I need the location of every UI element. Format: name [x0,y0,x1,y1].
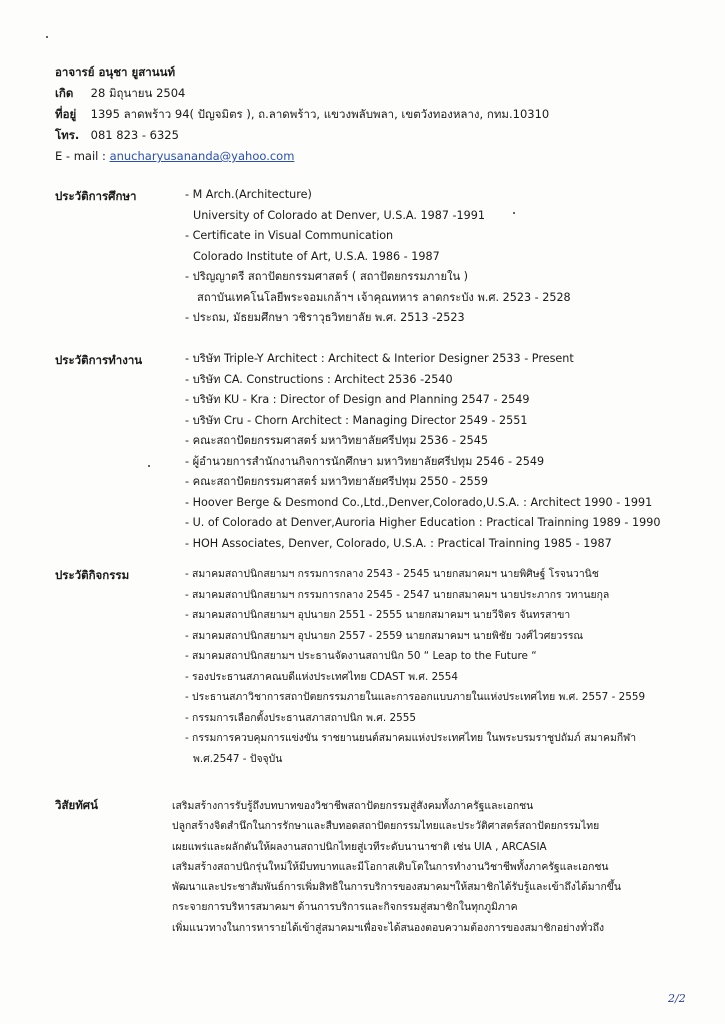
education-title: ประวัติการศึกษา [55,189,137,203]
list-item: - สมาคมสถาปนิกสยามฯ ประธานจัดงานสถาปนิก 50 “ Leap to the Future “ [185,650,537,662]
list-item: - คณะสถาปัตยกรรมศาสตร์ มหาวิทยาลัยศรีปทุม 2550 - 2559 [185,475,489,488]
born-row [55,85,185,101]
list-item: - คณะสถาปัตยกรรมศาสตร์ มหาวิทยาลัยศรีปทุม 2536 - 2545 [185,434,489,447]
list-item: - สมาคมสถาปนิกสยามฯ กรรมการกลาง 2545 - 2547 นายกสมาคมฯ นายประภากร วทานยกุล [185,588,610,601]
list-item: - HOH Associates, Denver, Colorado, U.S.A. : Practical Trainning 1985 - 1987 [185,536,612,550]
born-value: 28 มิถุนายน 2504 [90,86,186,100]
vision-title: วิสัยทัศน์ [55,798,98,812]
activities-title: ประวัติกิจกรรม [55,568,130,582]
vision-line: เสริมสร้างสถาปนิกรุ่นใหม่ให้มีบทบาทและมีโอกาสเติบโตในการทำงานวิชาชีพทั้งภาครัฐและเอกชน [172,860,609,873]
vision-line: เผยแพร่และผลักดันให้ผลงานสถาปนิกไทยสู่เวทีระดับนานาชาติ เช่น UIA , ARCASIA [172,840,547,853]
activities-list [185,564,645,769]
address-label: ที่อยู่ [55,107,77,121]
address-row [55,106,549,122]
phone-label: โทร. [55,128,80,142]
list-item: - ปริญญาตรี สถาปัตยกรรมศาสตร์ ( สถาปัตยกรรมภายใน ) [185,270,469,283]
list-item: - M Arch.(Architecture) [185,188,312,201]
vision-line: พัฒนาและประชาสัมพันธ์การเพิ่มสิทธิในการบริการของสมาคมฯให้สมาชิกได้รับรู้และเข้าถึงได้มากขึ้น [172,881,621,894]
list-item: - บริษัท Cru - Chorn Architect : Managing Director 2549 - 2551 [185,413,528,427]
list-item: Colorado Institute of Art, U.S.A. 1986 - 1987 [193,249,440,263]
list-item: - บริษัท Triple-Y Architect : Architect & Interior Designer 2533 - Present [185,352,574,365]
email-link[interactable]: anucharyusananda@yahoo.com [109,149,295,163]
list-item: - บริษัท KU - Kra : Director of Design and Planning 2547 - 2549 [185,393,530,406]
list-item: - Certificate in Visual Communication [185,229,394,242]
person-name: อาจารย์ อนุชา ยูสานนท์ [55,65,176,79]
list-item: - Hoover Berge & Desmond Co.,Ltd.,Denver,Colorado,U.S.A. : Architect 1990 - 1991 [185,495,653,509]
list-item: - U. of Colorado at Denver,Auroria Higher Education : Practical Trainning 1989 - 1990 [185,516,661,529]
vision-list [172,796,621,938]
work-list [185,349,660,554]
vision-line: ปลูกสร้างจิตสำนึกในการรักษาและสืบทอดสถาปัตยกรรมไทยและประวัติศาสตร์สถาปัตยกรรมไทย [172,820,600,833]
education-list [185,185,571,329]
email-row [55,148,294,164]
list-item: สถาบันเทคโนโลยีพระจอมเกล้าฯ เจ้าคุณทหาร ลาดกระบัง พ.ศ. 2523 - 2528 [197,290,571,304]
address-value: 1395 ลาดพร้าว 94( ปัญจมิตร ), ถ.ลาดพร้าว, แขวงพลับพลา, เขตวังทองหลาง, กทม.10310 [90,107,550,121]
list-item: - ประธานสภาวิชาการสถาปัตยกรรมภายในและการออกแบบภายในแห่งประเทศไทย พ.ศ. 2557 - 2559 [185,691,646,703]
list-item: พ.ศ.2547 - ปัจจุบัน [193,752,283,765]
list-item: - สมาคมสถาปนิกสยามฯ อุปนายก 2557 - 2559 นายกสมาคมฯ นายพิชัย วงศ์ไวศยวรรณ [185,629,584,642]
list-item: - บริษัท CA. Constructions : Architect 2536 -2540 [185,372,453,386]
list-item: - ผู้อำนวยการสำนักงานกิจการนักศึกษา มหาวิทยาลัยศรีปทุม 2546 - 2549 [185,454,545,468]
page-number: 2/2 [668,992,686,1005]
list-item: - ประถม, มัธยมศึกษา วชิราวุธวิทยาลัย พ.ศ. 2513 -2523 [185,311,465,324]
scan-mark [46,36,48,38]
list-item: - รองประธานสภาคณบดีแห่งประเทศไทย CDAST พ.ศ. 2554 [185,670,459,683]
email-label: E - mail : [55,149,106,163]
vision-line: กระจายการบริหารสมาคมฯ ด้านการบริการและกิจกรรมสู่สมาชิกในทุกภูมิภาค [172,901,518,914]
list-item: - สมาคมสถาปนิกสยามฯ กรรมการกลาง 2543 - 2545 นายกสมาคมฯ นายพิศิษฐ์ โรจนวานิช [185,568,599,580]
born-label: เกิด [55,86,74,100]
list-item: - กรรมการเลือกตั้งประธานสภาสถาปนิก พ.ศ. 2555 [185,711,416,724]
phone-row [55,127,179,143]
vision-line: เสริมสร้างการรับรู้ถึงบทบาทของวิชาชีพสถาปัตยกรรมสู่สังคมทั้งภาครัฐและเอกชน [172,800,534,812]
list-item: University of Colorado at Denver, U.S.A. 1987 -1991 [193,208,486,222]
phone-value: 081 823 - 6325 [90,128,179,142]
vision-line: เพิ่มแนวทางในการหารายได้เข้าสู่สมาคมฯเพื่อจะได้สนองตอบความต้องการของสมาชิกอย่างทั่วถึง [172,921,605,934]
list-item: - กรรมการควบคุมการแข่งขัน ราชยานยนต์สมาคมแห่งประเทศไทย ในพระบรมราชูปถัมภ์ สมาคมกีฬา [185,732,637,744]
list-item: - สมาคมสถาปนิกสยามฯ อุปนายก 2551 - 2555 นายกสมาคมฯ นายวีจิตร จันทรสาขา [185,609,571,621]
scan-mark [148,465,150,467]
work-title: ประวัติการทำงาน [55,353,143,367]
